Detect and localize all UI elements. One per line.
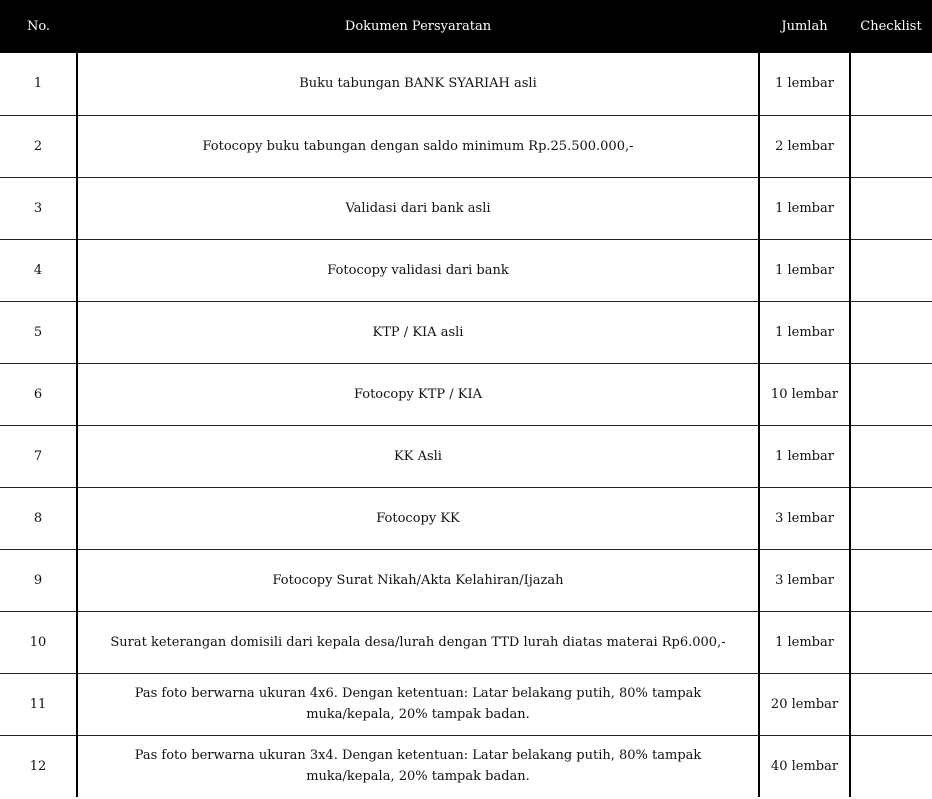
- table-row: [0, 735, 932, 797]
- table-row: [0, 673, 932, 735]
- header-quantity: Jumlah: [781, 19, 828, 34]
- document-name: KTP / KIA asli: [77, 301, 759, 363]
- document-name: Fotocopy Surat Nikah/Akta Kelahiran/Ijazah: [77, 549, 759, 611]
- document-name: Fotocopy buku tabungan dengan saldo minimum Rp.25.500.000,-: [77, 115, 759, 177]
- table-row: [0, 53, 932, 115]
- header-row: [0, 0, 932, 53]
- table-row: [0, 611, 932, 673]
- table-row: [0, 549, 932, 611]
- checklist-cell[interactable]: [850, 673, 932, 735]
- table-body: [0, 53, 932, 797]
- row-number: 8: [0, 487, 77, 549]
- table-row: [0, 115, 932, 177]
- table-row: [0, 363, 932, 425]
- checklist-cell[interactable]: [850, 487, 932, 549]
- table-row: [0, 425, 932, 487]
- document-quantity: 2 lembar: [759, 115, 850, 177]
- header-checklist: Checklist: [860, 19, 922, 34]
- document-quantity: 1 lembar: [759, 301, 850, 363]
- checklist-cell[interactable]: [850, 611, 932, 673]
- row-number: 3: [0, 177, 77, 239]
- checklist-cell[interactable]: [850, 53, 932, 115]
- document-name: Fotocopy validasi dari bank: [77, 239, 759, 301]
- document-quantity: 20 lembar: [759, 673, 850, 735]
- document-quantity: 1 lembar: [759, 611, 850, 673]
- row-number: 4: [0, 239, 77, 301]
- document-quantity: 40 lembar: [759, 735, 850, 797]
- document-name: Surat keterangan domisili dari kepala desa/lurah dengan TTD lurah diatas materai Rp6.000,-: [77, 611, 759, 673]
- row-number: 6: [0, 363, 77, 425]
- document-name: KK Asli: [77, 425, 759, 487]
- checklist-cell[interactable]: [850, 301, 932, 363]
- header-document: Dokumen Persyaratan: [344, 19, 492, 34]
- header-no: No.: [26, 19, 51, 34]
- checklist-cell[interactable]: [850, 177, 932, 239]
- table-row: [0, 301, 932, 363]
- row-number: 1: [0, 53, 77, 115]
- row-number: 12: [29, 758, 47, 774]
- table-header: [0, 0, 932, 53]
- checklist-cell[interactable]: [850, 549, 932, 611]
- document-quantity: 1 lembar: [759, 53, 850, 115]
- table-row: [0, 177, 932, 239]
- checklist-cell[interactable]: [850, 115, 932, 177]
- checklist-cell[interactable]: [850, 735, 932, 797]
- row-number: 2: [0, 115, 77, 177]
- document-quantity: 10 lembar: [759, 363, 850, 425]
- document-quantity: 1 lembar: [759, 239, 850, 301]
- row-number: 9: [0, 549, 77, 611]
- document-quantity: 1 lembar: [759, 425, 850, 487]
- document-name: Buku tabungan BANK SYARIAH asli: [77, 53, 759, 115]
- document-quantity: 3 lembar: [759, 487, 850, 549]
- document-quantity: 3 lembar: [759, 549, 850, 611]
- checklist-cell[interactable]: [850, 363, 932, 425]
- table-row: [0, 239, 932, 301]
- row-number: 7: [0, 425, 77, 487]
- document-name: Fotocopy KK: [77, 487, 759, 549]
- document-name: Pas foto berwarna ukuran 4x6. Dengan ketentuan: Latar belakang putih, 80% tampak muka/kepala, 20% tampak badan.: [77, 673, 759, 735]
- document-name: Fotocopy KTP / KIA: [77, 363, 759, 425]
- row-number: 10: [0, 611, 77, 673]
- table-row: [0, 487, 932, 549]
- document-name: Pas foto berwarna ukuran 3x4. Dengan ketentuan: Latar belakang putih, 80% tampak muka/kepala, 20% tampak badan.: [77, 735, 759, 797]
- row-number: 5: [0, 301, 77, 363]
- checklist-cell[interactable]: [850, 239, 932, 301]
- document-name: Validasi dari bank asli: [77, 177, 759, 239]
- document-quantity: 1 lembar: [759, 177, 850, 239]
- checklist-cell[interactable]: [850, 425, 932, 487]
- row-number: 11: [0, 673, 77, 735]
